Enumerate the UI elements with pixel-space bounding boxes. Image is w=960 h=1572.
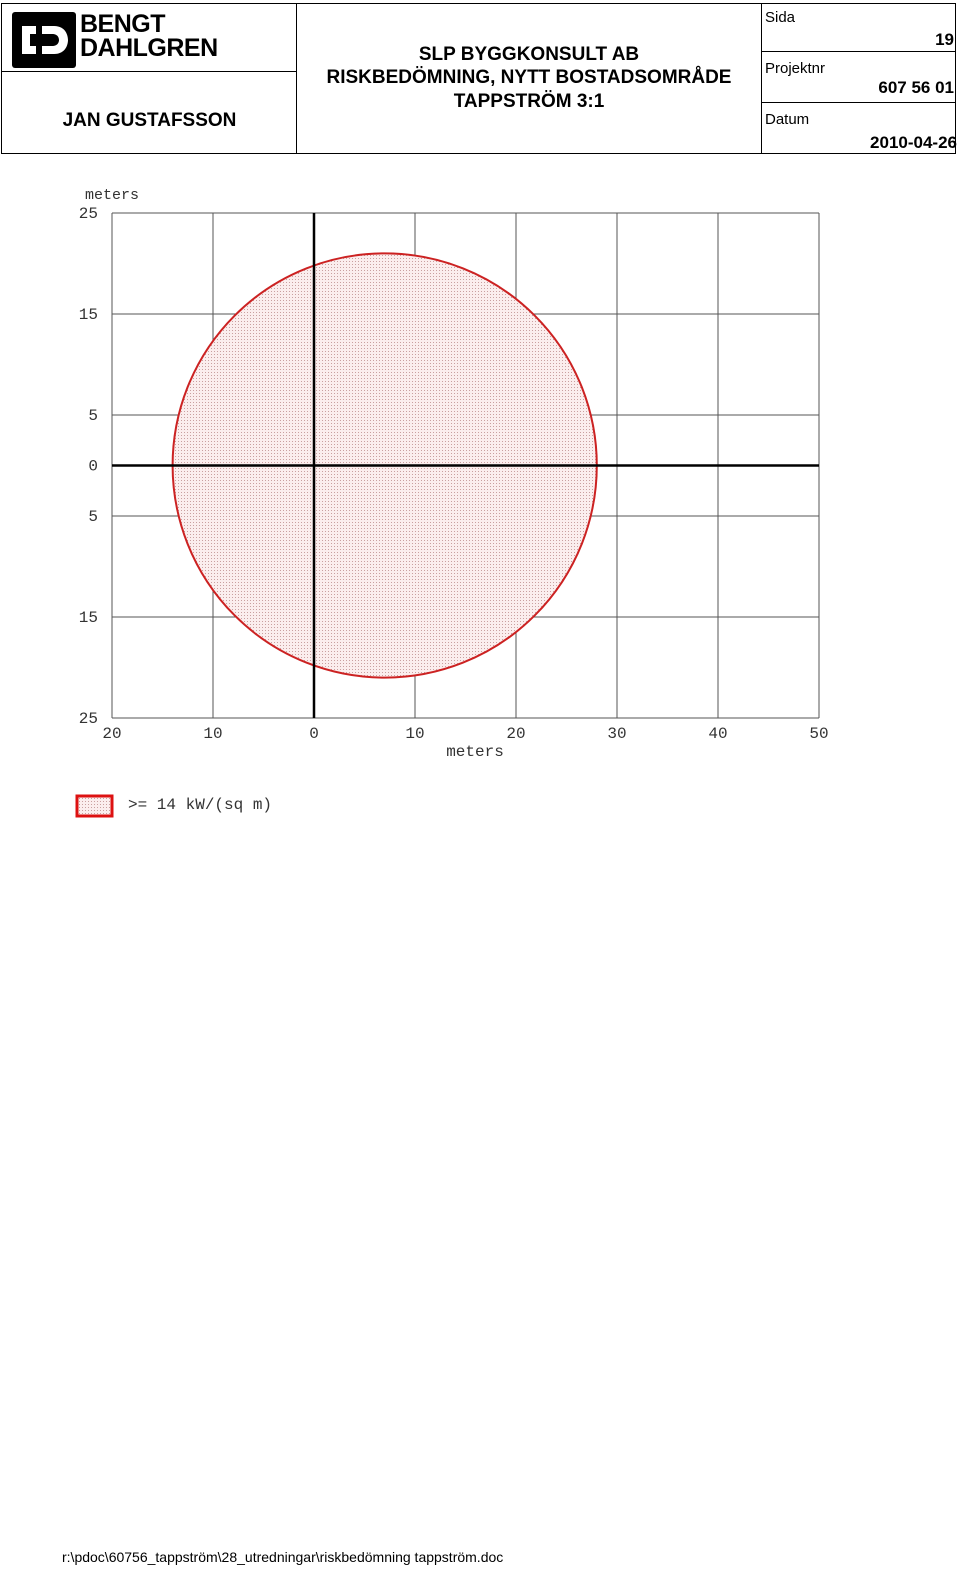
author-name: JAN GUSTAFSSON bbox=[62, 110, 237, 131]
y-tick-label: 5 bbox=[88, 407, 98, 425]
y-axis-label: meters bbox=[85, 187, 140, 204]
page-number-cell bbox=[762, 4, 955, 52]
company-name: SLP BYGGKONSULT AB bbox=[418, 44, 640, 65]
date-label: Datum bbox=[765, 111, 810, 128]
project-number-cell bbox=[762, 52, 955, 103]
title-cell bbox=[297, 4, 762, 153]
y-tick-label: 25 bbox=[78, 205, 98, 223]
x-tick-label: 50 bbox=[809, 725, 829, 743]
footer-file-path: r:\pdoc\60756_tappström\28_utredningar\riskbedömning tappström.doc bbox=[62, 1549, 504, 1565]
logo-line-1: BENGT bbox=[80, 10, 165, 38]
y-tick-label: 25 bbox=[78, 710, 98, 728]
document-header bbox=[1, 3, 956, 154]
document-subtitle: TAPPSTRÖM 3:1 bbox=[453, 91, 605, 112]
logo-wordmark bbox=[80, 12, 218, 60]
logo-line-2: DAHLGREN bbox=[80, 34, 218, 62]
page-number: 19 bbox=[935, 30, 954, 49]
x-axis-label: meters bbox=[446, 743, 504, 761]
x-tick-label: 40 bbox=[708, 725, 728, 743]
y-tick-labels bbox=[79, 205, 98, 728]
logo-cell bbox=[2, 4, 297, 72]
project-label: Projektnr bbox=[765, 60, 826, 77]
legend-label: >= 14 kW/(sq m) bbox=[128, 796, 273, 814]
y-tick-label: 15 bbox=[78, 609, 98, 627]
x-tick-label: 0 bbox=[309, 725, 319, 743]
document-title: RISKBEDÖMNING, NYTT BOSTADSOMRÅDE bbox=[326, 67, 732, 88]
y-tick-label: 5 bbox=[88, 508, 98, 526]
legend-swatch bbox=[77, 796, 112, 816]
x-tick-label: 30 bbox=[607, 725, 627, 743]
date-cell bbox=[762, 103, 955, 153]
bengt-dahlgren-logo-icon bbox=[12, 12, 76, 68]
author-cell bbox=[2, 72, 297, 153]
page-label: Sida bbox=[765, 9, 796, 26]
x-tick-labels bbox=[102, 725, 828, 743]
x-tick-label: 20 bbox=[506, 725, 526, 743]
x-tick-label: 10 bbox=[405, 725, 425, 743]
y-tick-label: 0 bbox=[88, 457, 98, 476]
x-tick-label: 20 bbox=[102, 725, 122, 743]
chart-legend bbox=[77, 796, 272, 816]
thermal-radiation-chart bbox=[0, 170, 960, 830]
x-tick-label: 10 bbox=[203, 725, 223, 743]
y-tick-label: 15 bbox=[78, 306, 98, 324]
date-value: 2010-04-26 bbox=[870, 133, 957, 152]
project-number: 607 56 01 bbox=[878, 78, 954, 97]
